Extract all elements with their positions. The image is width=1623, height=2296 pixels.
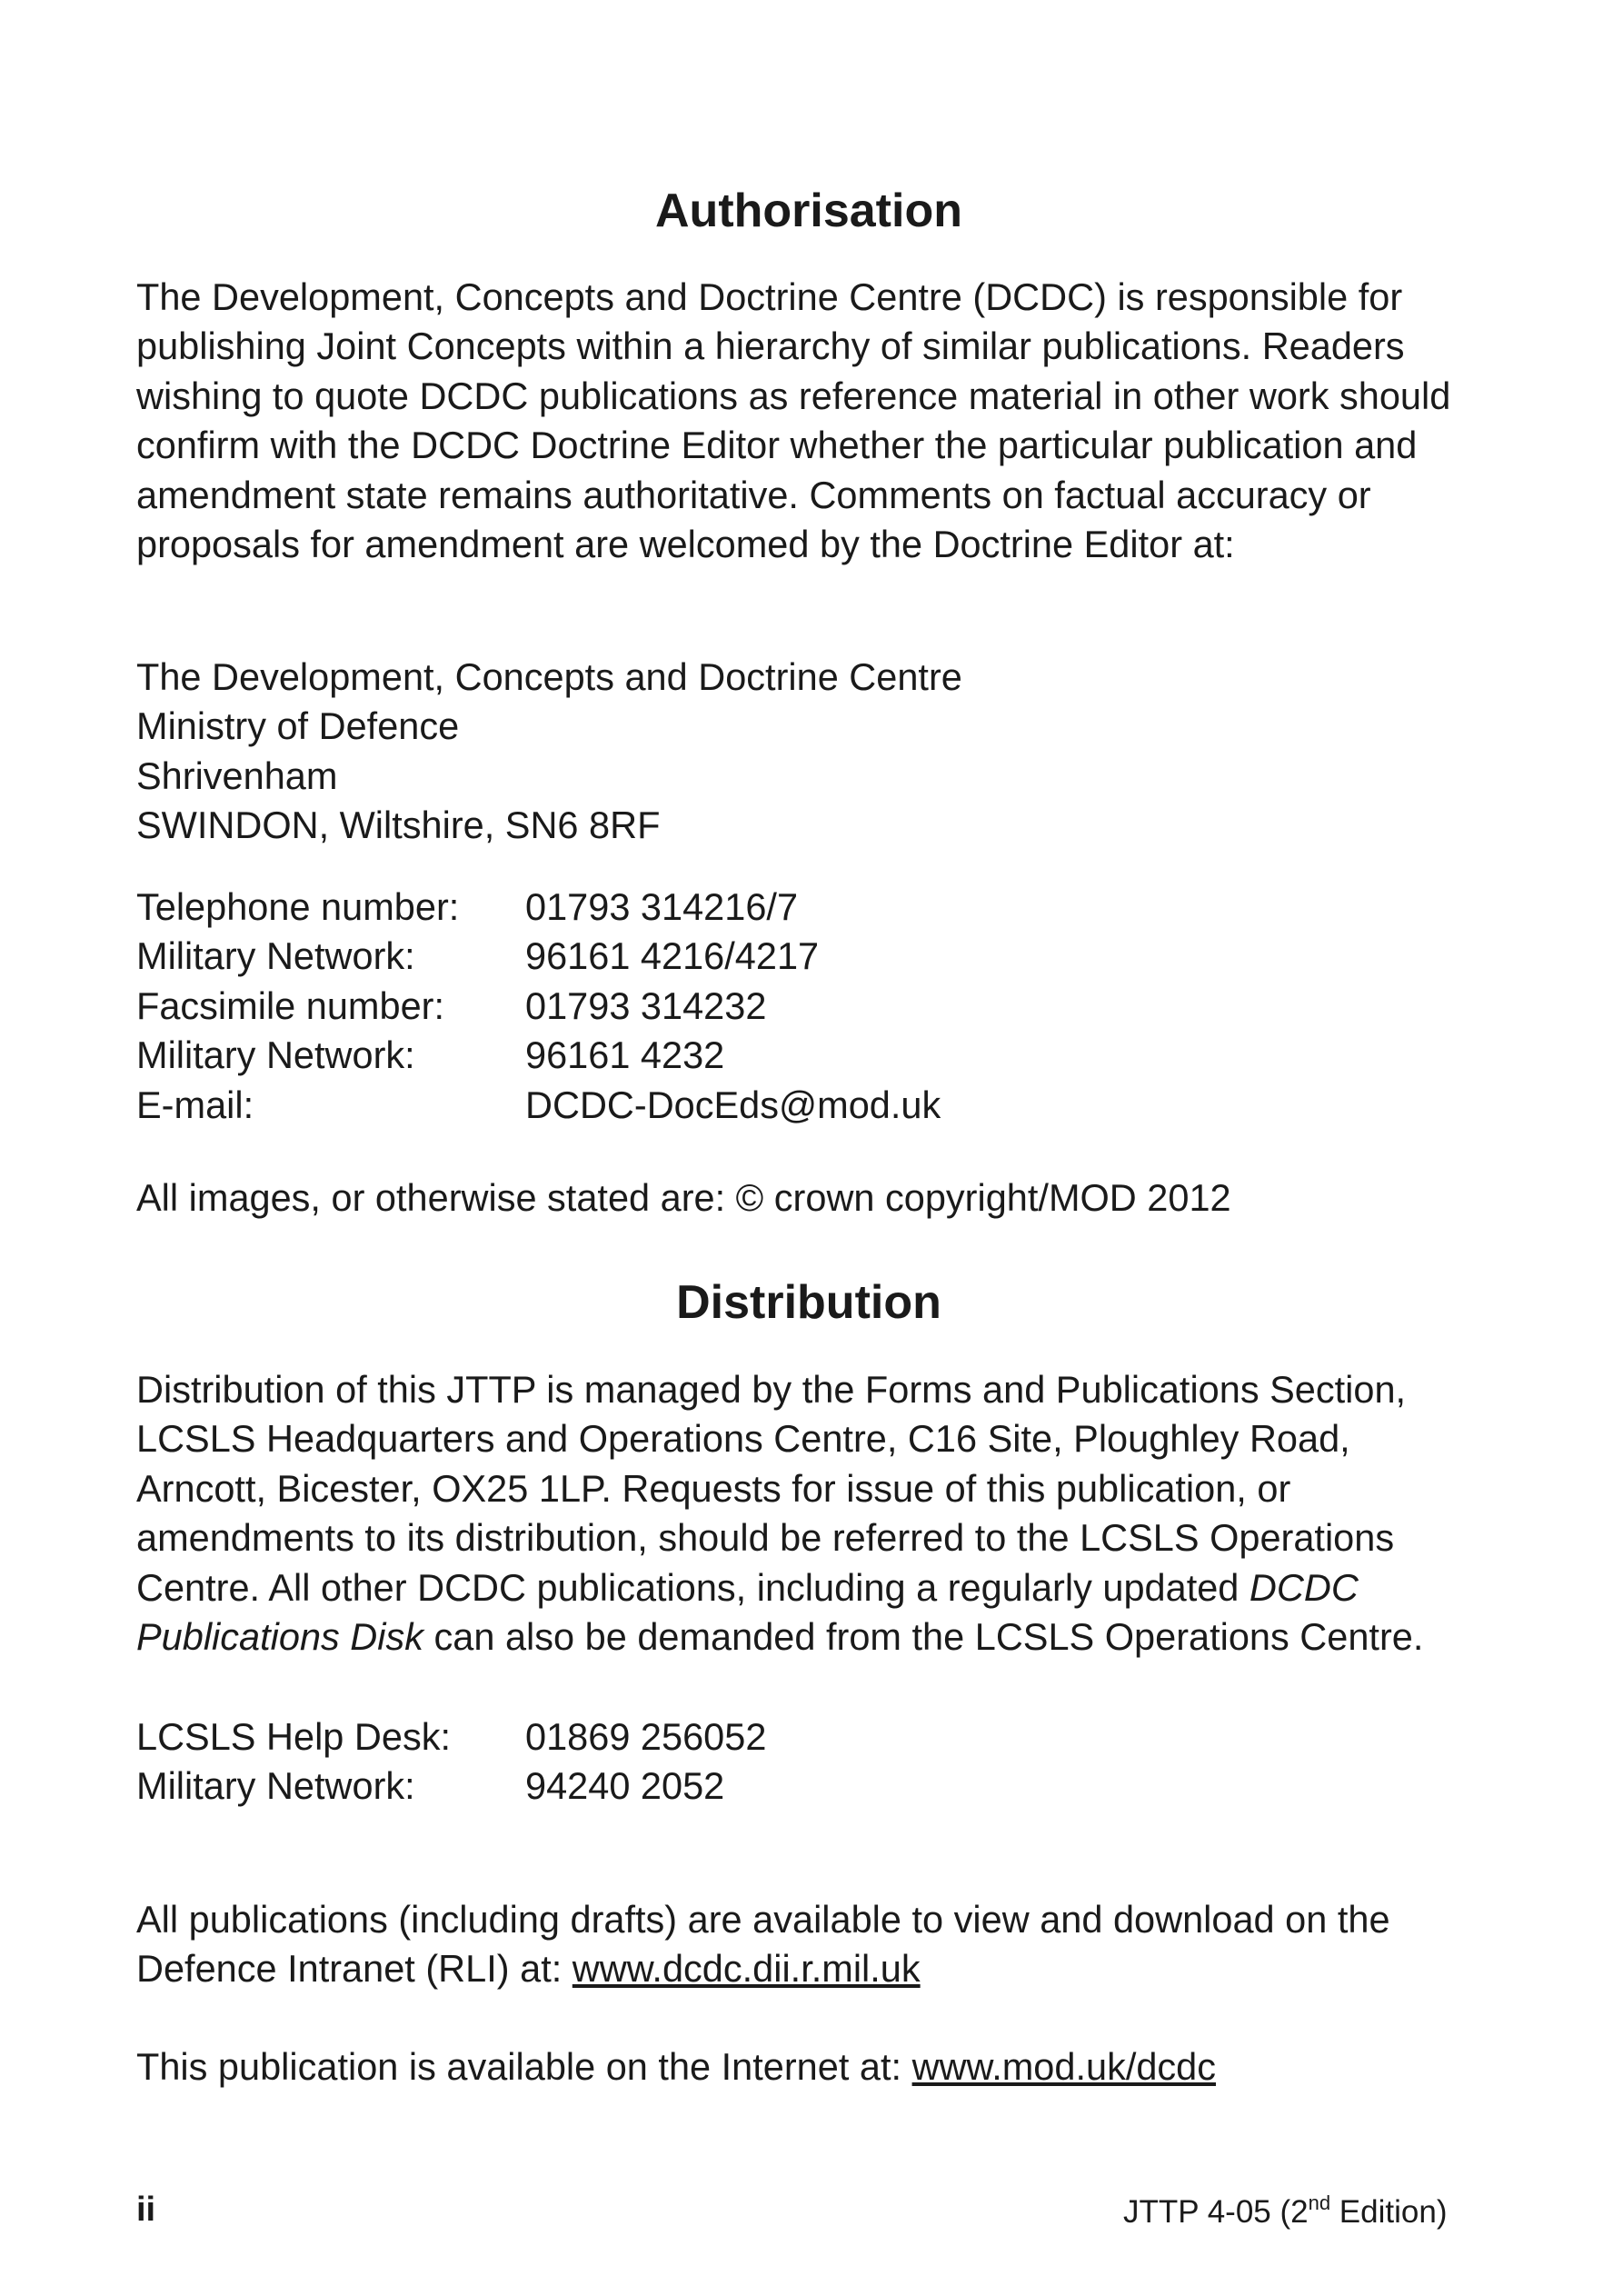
authorisation-intro [136,273,1481,569]
contact-value: 96161 4232 [525,1033,725,1077]
publication-title: DCDC [1249,1565,1359,1609]
email-value: DCDC-DocEds@mod.uk [525,1083,941,1126]
distribution-line: Arncott, Bicester, OX25 1LP. Requests for issue of this publication, or [136,1466,1291,1510]
internet-text: This publication is available on the Internet at: [136,2045,912,2088]
internet-link[interactable]: www.mod.uk/dcdc [911,2045,1217,2088]
helpdesk-details [136,1712,766,1812]
contact-label: Military Network: [136,1764,415,1808]
distribution-line [136,1612,1481,1662]
publication-title: Publications Disk [136,1615,423,1659]
contact-label: Facsimile number: [136,983,445,1027]
intro-line: The Development, Concepts and Doctrine Centre (DCDC) is responsible for [136,275,1403,318]
contact-row [136,883,941,932]
intranet-note [136,1895,1481,1994]
intranet-line [136,1944,1481,1993]
intranet-line: All publications (including drafts) are available to view and download on the [136,1898,1390,1941]
intro-line: confirm with the DCDC Doctrine Editor whether the particular publication and [136,424,1418,467]
doc-id-prefix: JTTP 4-05 (2 [1123,2194,1309,2230]
distribution-line: LCSLS Headquarters and Operations Centre, C16 Site, Ploughley Road, [136,1417,1350,1461]
distribution-heading: Distribution [676,1276,941,1329]
intranet-link[interactable]: www.dcdc.dii.r.mil.uk [572,1947,921,1991]
doc-id-suffix: Edition) [1330,2194,1448,2230]
contact-row [136,1762,766,1811]
distribution-line [136,1563,1481,1612]
contact-label: Telephone number: [136,885,460,928]
intro-line: publishing Joint Concepts within a hierarchy of similar publications. Readers [136,324,1405,368]
contact-value: 96161 4216/4217 [525,934,820,978]
internet-note [136,2042,1216,2091]
contact-row [136,982,941,1031]
contact-value: 94240 2052 [525,1764,725,1808]
contact-value: 01793 314216/7 [525,885,799,928]
copyright-notice: All images, or otherwise stated are: © crown copyright/MOD 2012 [136,1176,1231,1219]
contact-row [136,932,941,981]
doc-id-superscript: nd [1308,2191,1331,2214]
authorisation-heading: Authorisation [655,185,962,237]
intro-line: amendment state remains authoritative. Comments on factual accuracy or [136,473,1371,516]
contact-details [136,883,941,1130]
address-line: The Development, Concepts and Doctrine Centre [136,655,962,698]
intranet-text: Defence Intranet (RLI) at: [136,1947,573,1991]
address-line: Shrivenham [136,754,338,797]
contact-row [136,1031,941,1080]
intro-line: proposals for amendment are welcomed by the Doctrine Editor at: [136,523,1235,566]
contact-label: LCSLS Help Desk: [136,1715,451,1758]
distribution-text: Centre. All other DCDC publications, including a regularly updated [136,1565,1250,1609]
contact-label: Military Network: [136,934,415,978]
distribution-text: can also be demanded from the LCSLS Operations Centre. [423,1615,1424,1659]
contact-value: 01793 314232 [525,983,767,1027]
contact-row [136,1712,766,1762]
contact-label: E-mail: [136,1083,254,1126]
document-id [1123,2191,1447,2234]
contact-label: Military Network: [136,1033,415,1077]
address-line: SWINDON, Wiltshire, SN6 8RF [136,804,661,847]
contact-value: 01869 256052 [525,1715,767,1758]
contact-row [136,1081,941,1130]
postal-address [136,653,962,851]
distribution-paragraph [136,1365,1481,1662]
distribution-line: Distribution of this JTTP is managed by the Forms and Publications Section, [136,1368,1407,1411]
page-number: ii [136,2191,156,2229]
distribution-line: amendments to its distribution, should be referred to the LCSLS Operations [136,1516,1395,1560]
intro-line: wishing to quote DCDC publications as reference material in other work should [136,374,1451,417]
address-line: Ministry of Defence [136,704,460,748]
